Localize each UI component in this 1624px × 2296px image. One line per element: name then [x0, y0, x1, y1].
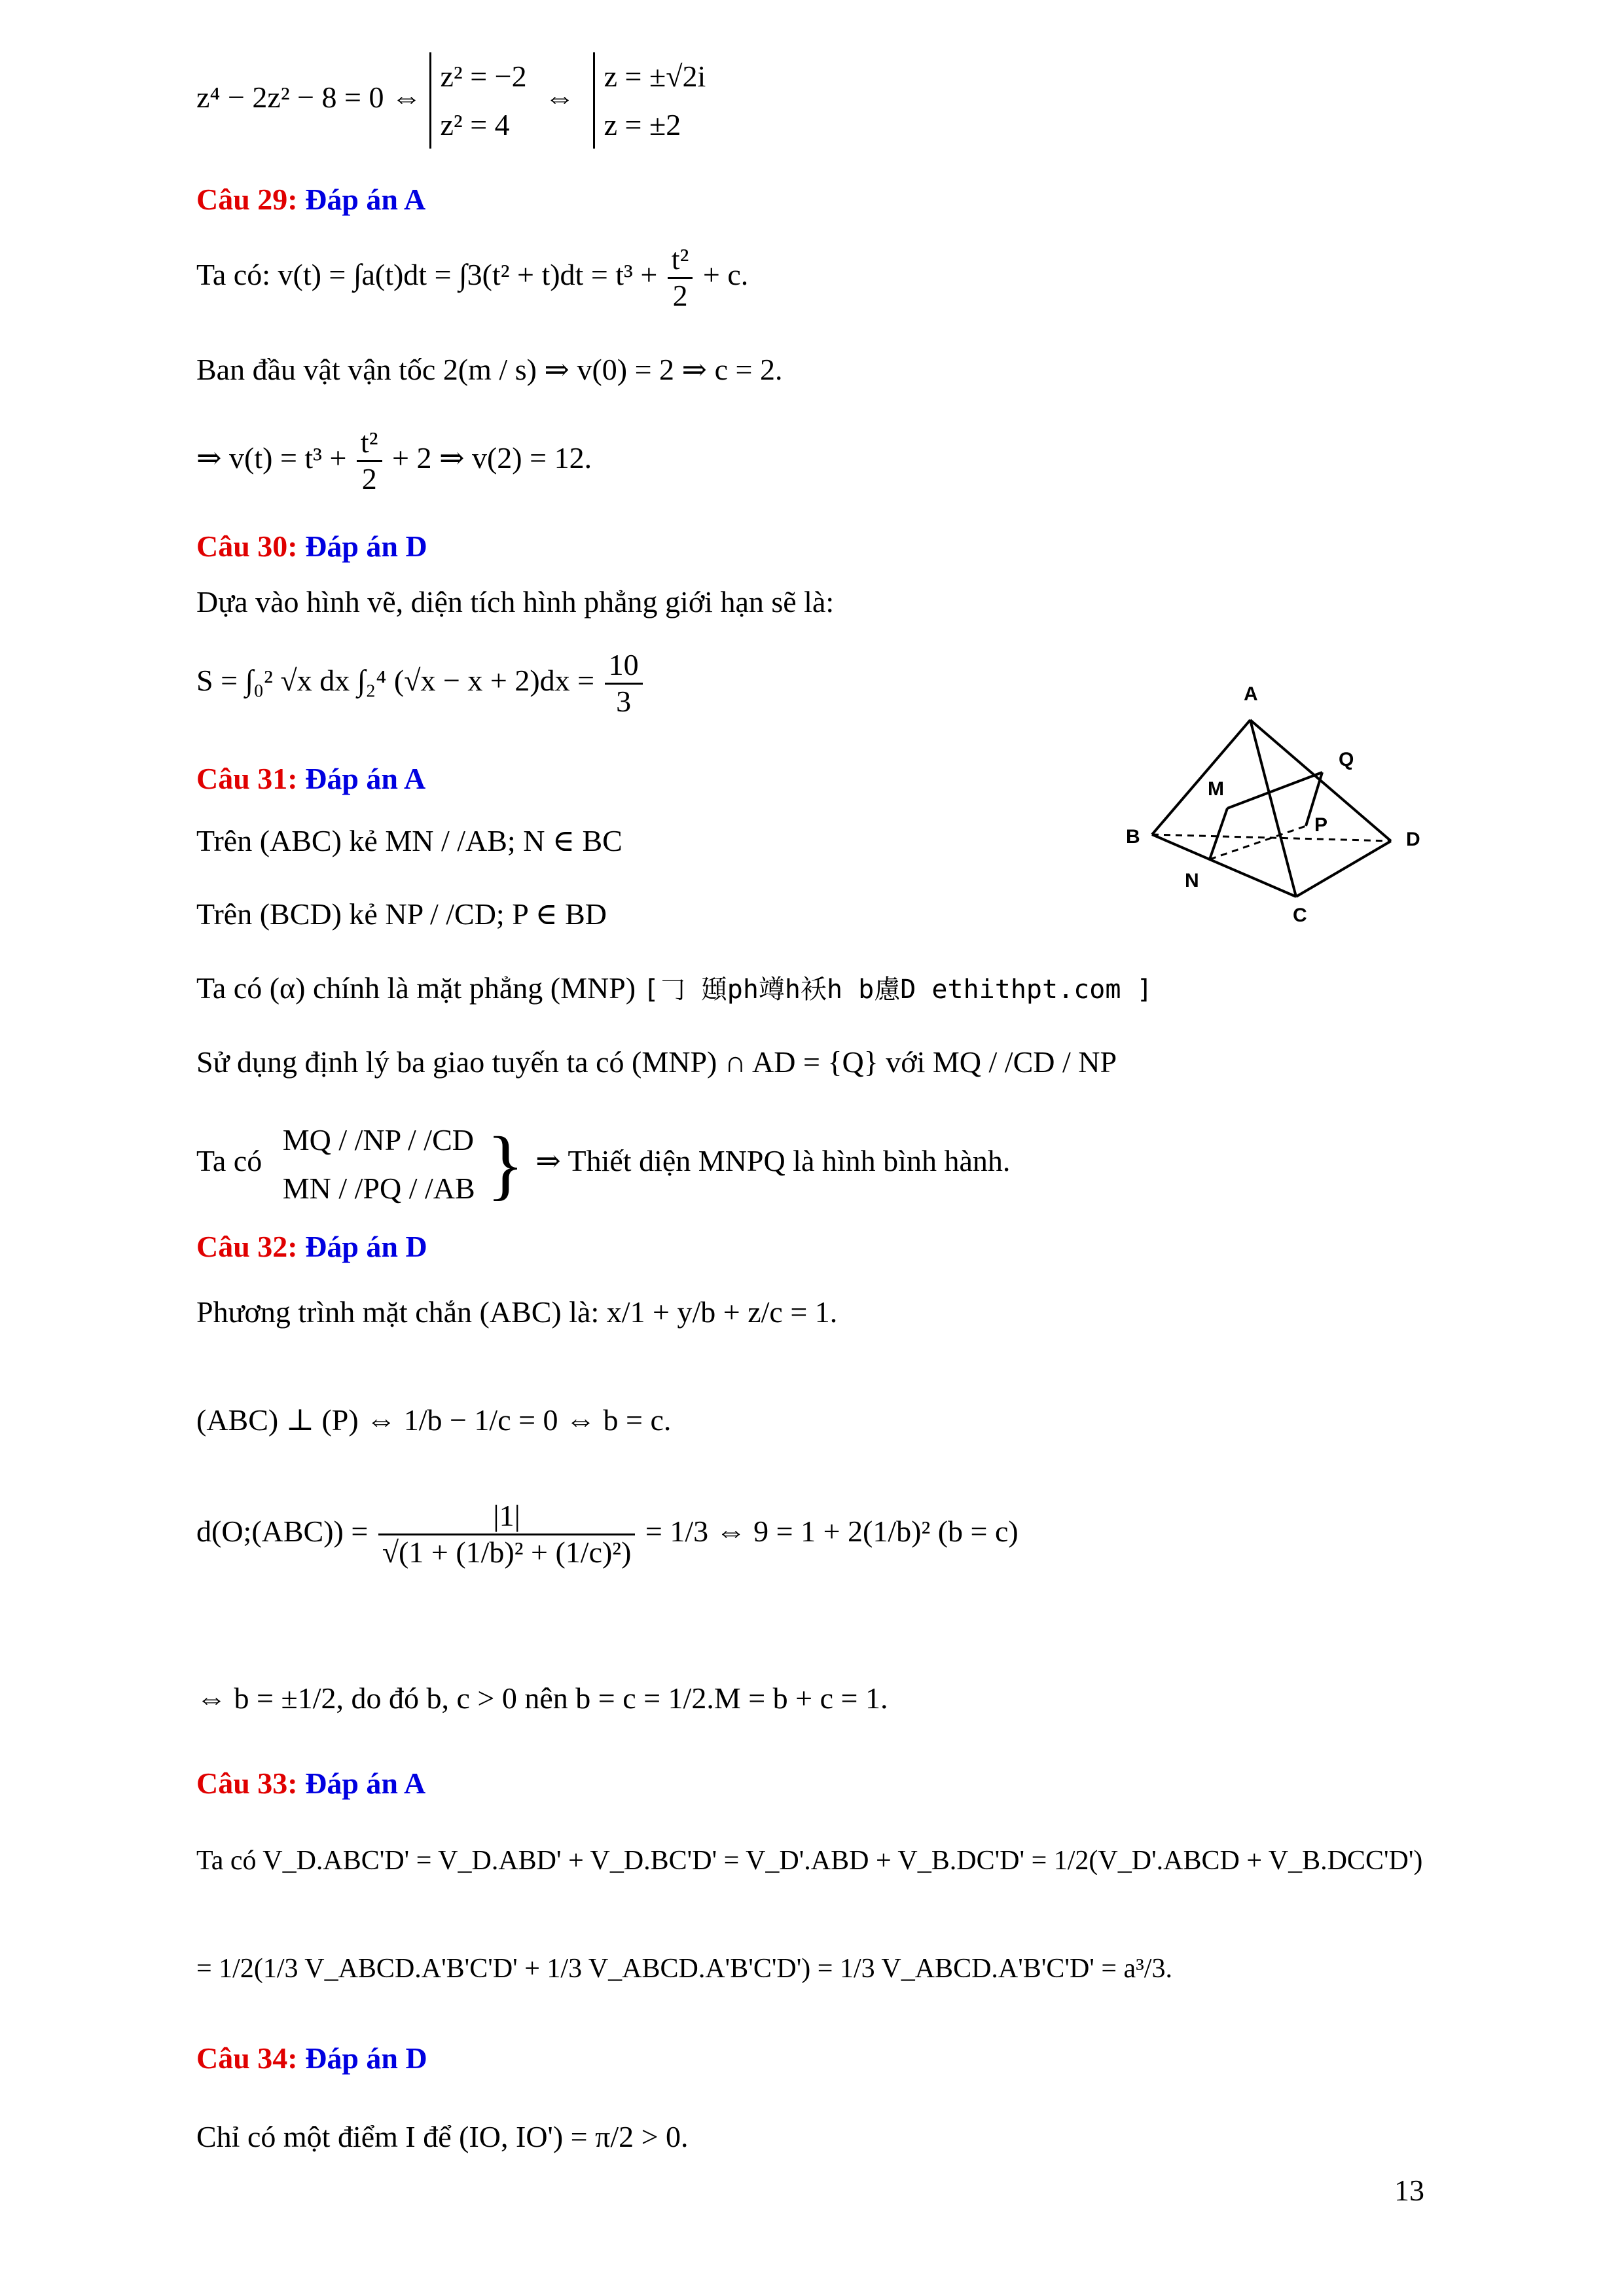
edge-mq — [1227, 772, 1322, 808]
q28-system-2 — [593, 52, 706, 149]
q32-line-3 — [196, 1499, 1019, 1570]
q31-l3-text: Ta có (α) chính là mặt phẳng (MNP) — [196, 971, 636, 1005]
q31-label: Câu 31: — [196, 762, 298, 795]
q34-l1-text: Chỉ có một điểm I để (IO, IO') = π/2 > 0. — [196, 2120, 689, 2153]
q33-heading — [196, 1767, 425, 1801]
q29-line-1 — [196, 242, 748, 314]
q34-line-1 — [196, 2121, 689, 2154]
q29-line-2 — [196, 353, 782, 387]
q32-heading — [196, 1230, 427, 1264]
q33-answer: Đáp án A — [305, 1767, 426, 1800]
q32-l1-y: y/b — [677, 1295, 716, 1329]
q32-l2-text: (ABC) ⊥ (P) ⇔ 1/b − 1/c = 0 ⇔ b = c. — [196, 1403, 672, 1437]
q33-l1-text: Ta có V_D.ABC'D' = V_D.ABD' + V_D.BC'D' = V_D'.ABD + V_B.DC'D' = 1/2(V_D'.ABCD + V_B.DCC'D') — [196, 1846, 1423, 1876]
q32-l1-z: z/c — [748, 1295, 783, 1329]
q34-label: Câu 34: — [196, 2041, 298, 2075]
q32-l3-pre: d(O;(ABC)) = — [196, 1514, 369, 1548]
figure-label-b: B — [1126, 826, 1140, 848]
q29-l1-pre: Ta có: v(t) = ∫a(t)dt = ∫3(t² + t)dt = t³ + — [196, 257, 658, 291]
q32-answer: Đáp án D — [305, 1230, 427, 1263]
q32-l1-post: = 1. — [790, 1295, 838, 1329]
q31-line-1 — [196, 825, 623, 858]
q34-heading — [196, 2042, 427, 2075]
q32-label: Câu 32: — [196, 1230, 298, 1263]
q30-l1-text: Dựa vào hình vẽ, diện tích hình phẳng giới hạn sẽ là: — [196, 585, 835, 619]
figure-label-p: P — [1314, 814, 1328, 836]
q29-line-3 — [196, 425, 592, 497]
q31-answer: Đáp án A — [305, 762, 426, 795]
q31-line-4 — [196, 1046, 1117, 1079]
q30-l2-den: 3 — [616, 684, 632, 718]
q32-l1-pre: Phương trình mặt chắn (ABC) là: — [196, 1295, 600, 1329]
q29-l3-den: 2 — [361, 461, 377, 495]
q33-line-2 — [196, 1954, 1172, 1984]
q29-l3-num: t² — [357, 425, 382, 462]
q29-l3-pre: ⇒ v(t) = t³ + — [196, 440, 347, 475]
edge-ab — [1152, 720, 1250, 834]
q32-line-1: Phương trình mặt chắn (ABC) là: x/1 + y/b + z/c = 1. — [196, 1295, 838, 1329]
q31-l5-post: ⇒ Thiết diện MNPQ là hình bình hành. — [535, 1144, 1011, 1178]
q31-watermark-text: [𠃌 頲ph竴h袄h b慮D ethithpt.com ] — [643, 975, 1153, 1005]
q31-heading — [196, 762, 425, 796]
q28-sys2-row2: z = ±2 — [604, 107, 681, 141]
q31-l5-sys-row2: MN / /PQ / /AB — [282, 1171, 475, 1205]
q31-l2-text: Trên (BCD) kẻ NP / /CD; P ∈ BD — [196, 897, 607, 931]
q31-l5-system — [283, 1116, 475, 1212]
q30-l2-pre: S = ∫₀² √x dx ∫₂⁴ (√x − x + 2)dx = — [196, 663, 595, 697]
tetrahedron-figure — [1113, 674, 1453, 923]
q28-sys1-row2: z² = 4 — [440, 107, 510, 141]
q33-line-1 — [196, 1846, 1422, 1876]
q29-label: Câu 29: — [196, 183, 298, 216]
q28-arrow: ⇔ — [545, 81, 575, 115]
figure-label-q: Q — [1339, 749, 1354, 770]
page-number: 13 — [1394, 2174, 1424, 2207]
edge-cd — [1296, 841, 1391, 897]
q32-line-4 — [196, 1682, 888, 1715]
q29-l3-post: + 2 ⇒ v(2) = 12. — [392, 440, 592, 475]
q31-l4-text: Sử dụng định lý ba giao tuyến ta có (MNP) ∩ AD = {Q} với MQ / /CD / NP — [196, 1045, 1117, 1079]
q30-l2-num: 10 — [605, 648, 643, 685]
q30-line-1 — [196, 586, 834, 619]
q32-l3-num: |1| — [378, 1499, 636, 1535]
q28-sys1-row1: z² = −2 — [440, 60, 527, 93]
q28-system-1 — [429, 52, 527, 149]
q33-label: Câu 33: — [196, 1767, 298, 1800]
q31-brace: } — [486, 1120, 524, 1208]
edge-np-hidden — [1210, 826, 1306, 859]
edge-bd-hidden — [1152, 834, 1391, 841]
figure-label-d: D — [1406, 829, 1420, 850]
q30-l2-frac — [605, 648, 643, 719]
q28-lhs: z⁴ − 2z² − 8 = 0 ⇔ — [196, 81, 422, 115]
figure-label-c: C — [1293, 905, 1307, 923]
q29-l2-text: Ban đầu vật vận tốc 2(m / s) ⇒ v(0) = 2 ⇒ c = 2. — [196, 353, 783, 386]
q33-l2-text: = 1/2(1/3 V_ABCD.A'B'C'D' + 1/3 V_ABCD.A'B'C'D') = 1/3 V_ABCD.A'B'C'D' = a³/3. — [196, 1954, 1172, 1984]
figure-label-a: A — [1244, 683, 1258, 705]
q31-l1-text: Trên (ABC) kẻ MN / /AB; N ∈ BC — [196, 824, 623, 857]
edge-bc — [1152, 834, 1296, 897]
q28-equation — [196, 52, 706, 149]
q29-l3-frac — [357, 425, 382, 497]
q30-line-2 — [196, 648, 645, 719]
q31-line-2 — [196, 898, 607, 931]
q31-line-3 — [196, 972, 1153, 1005]
q29-l1-den: 2 — [672, 278, 688, 312]
q30-heading — [196, 530, 427, 564]
q32-l1-x: x/1 — [606, 1295, 645, 1329]
q32-l3-post: = 1/3 ⇔ 9 = 1 + 2(1/b)² (b = c) — [645, 1514, 1019, 1548]
q30-answer: Đáp án D — [305, 529, 427, 563]
q34-answer: Đáp án D — [305, 2041, 427, 2075]
edge-ac — [1250, 720, 1296, 897]
edge-mn — [1210, 808, 1227, 859]
figure-label-m: M — [1208, 778, 1224, 800]
q32-l3-den: √(1 + (1/b)² + (1/c)²) — [382, 1535, 632, 1569]
q30-label: Câu 30: — [196, 529, 298, 563]
q29-l1-frac — [668, 242, 693, 314]
q29-heading — [196, 183, 425, 217]
q31-l5-pre: Ta có — [196, 1144, 262, 1178]
q28-sys2-row1: z = ±√2i — [604, 60, 706, 93]
q29-l1-post: + c. — [702, 257, 749, 291]
q32-l3-frac — [378, 1499, 636, 1570]
figure-label-n: N — [1185, 870, 1199, 891]
q32-l4-text: ⇔ b = ±1/2, do đó b, c > 0 nên b = c = 1/2.M = b + c = 1. — [196, 1681, 888, 1715]
q32-line-2 — [196, 1404, 671, 1437]
q29-l1-num: t² — [668, 242, 693, 279]
q29-answer: Đáp án A — [305, 183, 426, 216]
q31-line-5 — [196, 1116, 1010, 1212]
q31-l5-sys-row1: MQ / /NP / /CD — [282, 1123, 474, 1157]
